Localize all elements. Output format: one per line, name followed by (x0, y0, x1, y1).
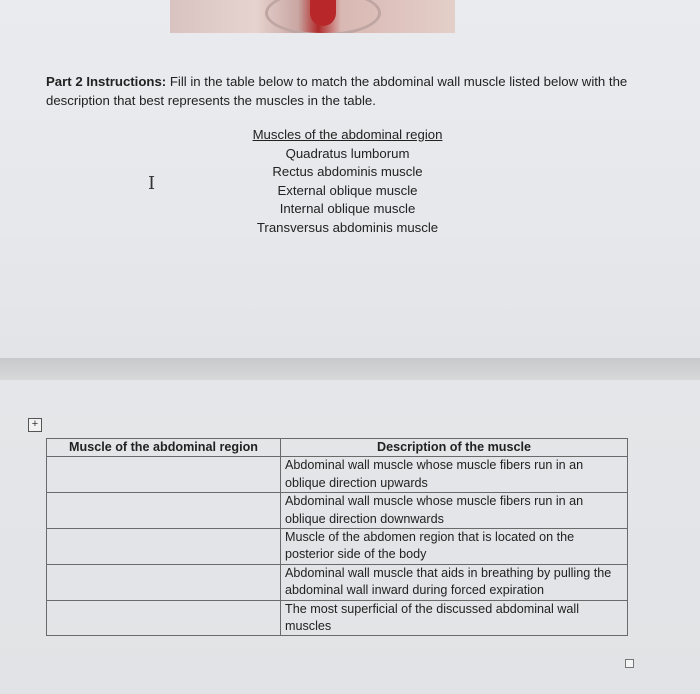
header-muscle: Muscle of the abdominal region (47, 439, 281, 457)
muscle-answer-cell[interactable] (47, 457, 281, 493)
table-row (47, 600, 628, 636)
muscle-list-item: Rectus abdominis muscle (272, 164, 423, 180)
muscle-description-table (46, 438, 628, 636)
muscle-answer-cell[interactable] (47, 529, 281, 565)
description-cell: Muscle of the abdomen region that is located on the posterior side of the body (281, 529, 628, 565)
muscle-list-heading: Muscles of the abdominal region (252, 127, 443, 142)
description-cell: Abdominal wall muscle that aids in breathing by pulling the abdominal wall inward during forced expiration (281, 564, 628, 600)
anatomy-image (170, 0, 455, 33)
table-row (47, 529, 628, 565)
instructions-label: Part 2 Instructions: (46, 74, 167, 89)
text-cursor-icon: I (148, 173, 156, 194)
description-cell: Abdominal wall muscle whose muscle fibers run in an oblique direction downwards (281, 493, 628, 529)
table-header-row (47, 439, 628, 457)
muscle-list (200, 126, 495, 238)
header-description: Description of the muscle (281, 439, 628, 457)
table-row (47, 493, 628, 529)
muscle-list-item: Quadratus lumborum (285, 145, 410, 161)
muscle-answer-cell[interactable] (47, 564, 281, 600)
table-row (47, 457, 628, 493)
page-break-band (0, 358, 700, 380)
anatomy-red-shape (310, 0, 336, 26)
description-cell: Abdominal wall muscle whose muscle fibers run in an oblique direction upwards (281, 457, 628, 493)
instructions-paragraph (46, 72, 646, 110)
muscle-list-item: External oblique muscle (277, 182, 418, 198)
muscle-list-item: Internal oblique muscle (279, 201, 416, 217)
muscle-list-item: Transversus abdominis muscle (256, 219, 439, 235)
table-move-handle-icon[interactable]: + (28, 418, 42, 432)
instructions-text: Fill in the table below to match the abdominal wall muscle listed below with the description that best represents the muscles in the table. (46, 74, 628, 108)
description-cell: The most superficial of the discussed abdominal wall muscles (281, 600, 628, 636)
muscle-answer-cell[interactable] (47, 600, 281, 636)
table-resize-handle[interactable] (625, 659, 634, 668)
muscle-answer-cell[interactable] (47, 493, 281, 529)
table-row (47, 564, 628, 600)
